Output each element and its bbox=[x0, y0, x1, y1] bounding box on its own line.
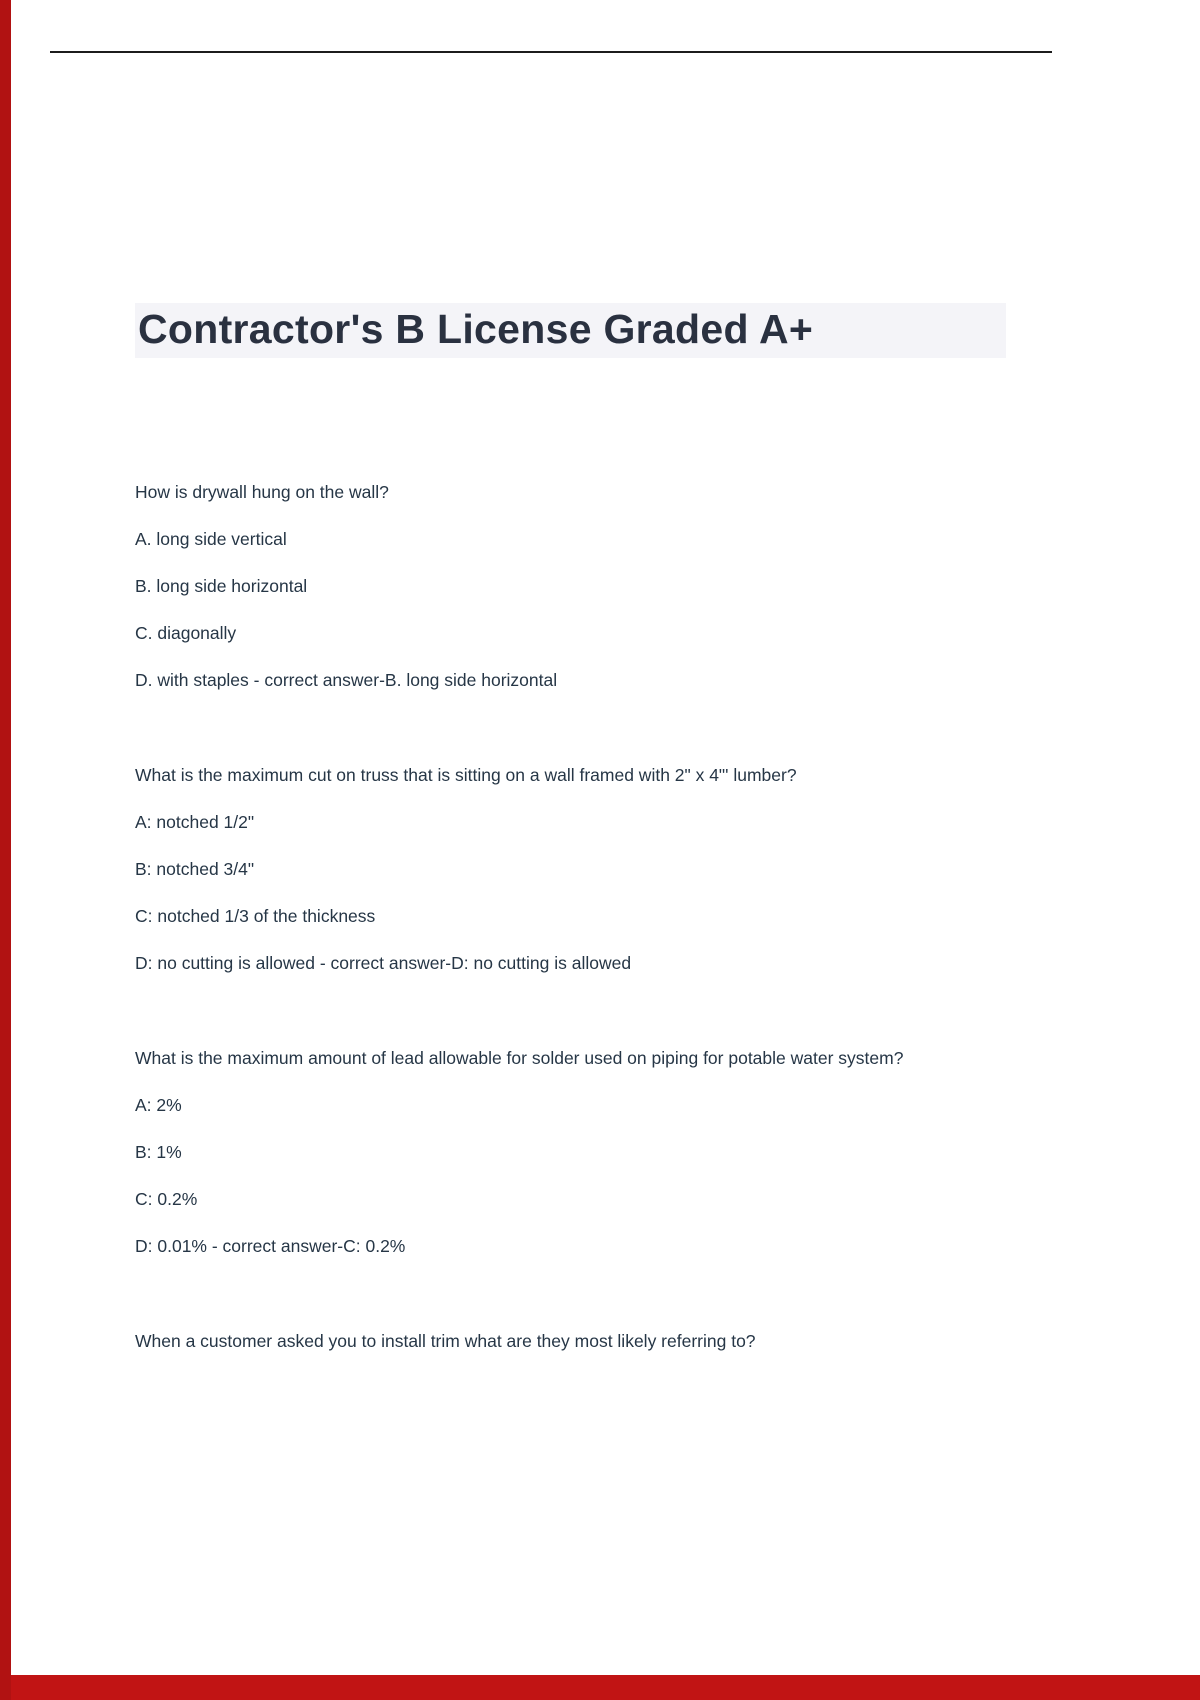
answer-option: B: notched 3/4" bbox=[135, 859, 255, 880]
options-list bbox=[135, 813, 1065, 973]
questions-list bbox=[135, 385, 1065, 1351]
question-text: How is drywall hung on the wall? bbox=[135, 482, 389, 503]
question-text: When a customer asked you to install trim what are they most likely referring to? bbox=[135, 1331, 756, 1352]
answer-option: C: notched 1/3 of the thickness bbox=[135, 906, 376, 927]
header-rule bbox=[50, 51, 1052, 53]
bottom-accent-bar bbox=[11, 1675, 1200, 1700]
question-text: What is the maximum amount of lead allowable for solder used on piping for potable water system? bbox=[135, 1048, 904, 1069]
answer-option: B: 1% bbox=[135, 1142, 182, 1163]
question-text: What is the maximum cut on truss that is sitting on a wall framed with 2" x 4"' lumber? bbox=[135, 765, 797, 786]
answer-option: D. with staples - correct answer-B. long side horizontal bbox=[135, 670, 558, 691]
document-content bbox=[135, 276, 1065, 1379]
document-title: Contractor's B License Graded A+ bbox=[135, 303, 1006, 357]
answer-option: A: notched 1/2" bbox=[135, 812, 255, 833]
answer-option: A: 2% bbox=[135, 1095, 182, 1116]
question-block bbox=[135, 1332, 1065, 1351]
question-block bbox=[135, 1049, 1065, 1256]
answer-option: D: 0.01% - correct answer-C: 0.2% bbox=[135, 1236, 406, 1257]
answer-option: C: 0.2% bbox=[135, 1189, 198, 1210]
answer-option: A. long side vertical bbox=[135, 529, 287, 550]
question-block bbox=[135, 483, 1065, 690]
options-list bbox=[135, 1096, 1065, 1256]
answer-option: B. long side horizontal bbox=[135, 576, 308, 597]
question-block bbox=[135, 766, 1065, 973]
left-edge-accent-bar bbox=[0, 0, 11, 1700]
options-list bbox=[135, 530, 1065, 690]
answer-option: C. diagonally bbox=[135, 623, 237, 644]
answer-option: D: no cutting is allowed - correct answer-D: no cutting is allowed bbox=[135, 953, 632, 974]
